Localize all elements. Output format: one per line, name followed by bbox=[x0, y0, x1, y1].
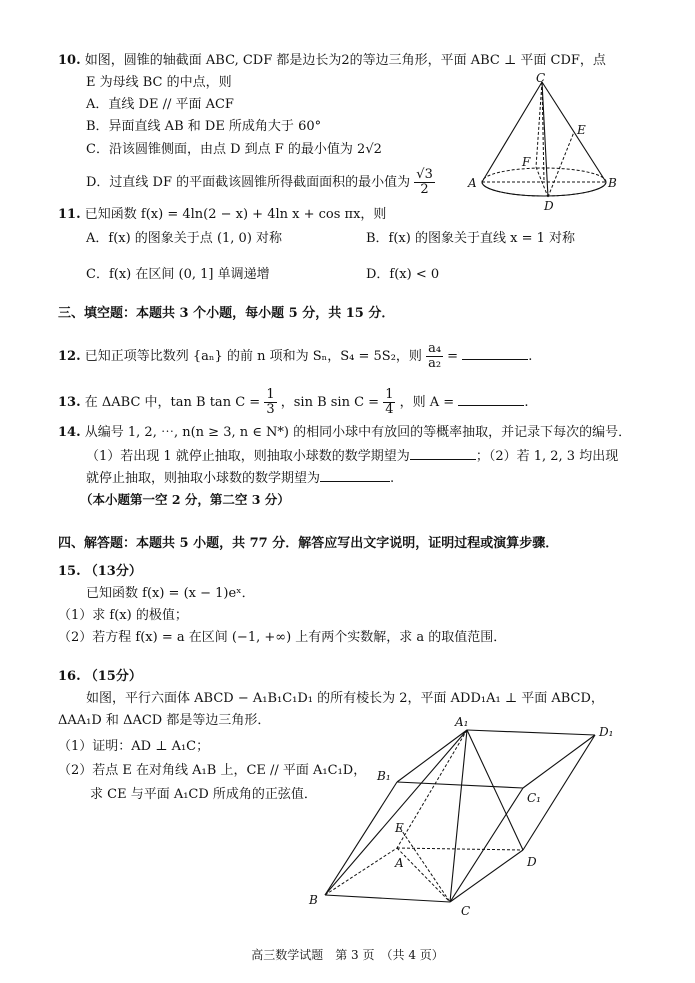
q15-header bbox=[58, 563, 142, 581]
q15-stem: 已知函数 f(x) = (x − 1)eˣ． bbox=[86, 586, 255, 601]
fig-label-c1: C₁ bbox=[527, 791, 541, 805]
q10-option-d-text: D．过直线 DF 的平面截该圆锥所得截面面积的最小值为 bbox=[86, 175, 411, 190]
q12-end: . bbox=[528, 349, 533, 364]
q11-number: 11. bbox=[58, 207, 81, 222]
q16-header bbox=[58, 668, 142, 686]
q13-frac1-top: 1 bbox=[266, 387, 275, 402]
q14-part2-text: 就停止抽取，则抽取小球数的数学期望为 bbox=[86, 471, 321, 486]
q16-score: （15分） bbox=[84, 669, 142, 684]
q12-answer-blank[interactable] bbox=[462, 346, 528, 360]
q10-option-d bbox=[86, 168, 435, 197]
q12-number: 12. bbox=[58, 349, 81, 364]
q11-option-c: C．f(x) 在区间 (0, 1] 单调递增 bbox=[86, 267, 270, 282]
q16-part2b: 求 CE 与平面 A₁CD 所成角的正弦值． bbox=[90, 787, 317, 802]
q15-score: （13分） bbox=[84, 564, 142, 579]
cone-label-a: A bbox=[468, 176, 477, 190]
fig-label-d: D bbox=[527, 855, 537, 869]
q13-stem-3: ，则 A = bbox=[399, 395, 455, 410]
section-3-heading: 三、填空题：本题共 3 个小题，每小题 5 分，共 15 分． bbox=[58, 306, 395, 321]
fig-label-b1: B₁ bbox=[377, 769, 391, 783]
q10-option-d-fraction bbox=[414, 168, 435, 197]
cone-label-c: C bbox=[536, 71, 546, 85]
fig-label-c: C bbox=[461, 904, 471, 918]
fig-label-d1: D₁ bbox=[599, 725, 614, 739]
cone-label-f: F bbox=[522, 155, 531, 169]
q16-part1: （1）证明：AD ⊥ A₁C； bbox=[58, 739, 210, 754]
q14-blank-2[interactable] bbox=[320, 468, 390, 482]
q12-stem: 已知正项等比数列 {aₙ} 的前 n 项和为 Sₙ，S₄ = 5S₂，则 bbox=[84, 349, 422, 364]
q12-frac-top: a₄ bbox=[428, 341, 442, 356]
q10-number: 10. bbox=[58, 53, 81, 68]
q10-stem-2: E 为母线 BC 的中点，则 bbox=[86, 75, 232, 90]
fig-label-a1: A₁ bbox=[455, 715, 469, 729]
fig-label-e: E bbox=[395, 821, 404, 835]
q12-frac-bottom: a₂ bbox=[428, 356, 442, 371]
q14-line bbox=[58, 424, 631, 442]
fig-label-a: A bbox=[395, 856, 404, 870]
cone-label-b: B bbox=[608, 176, 617, 190]
q11-option-b: B．f(x) 的图象关于直线 x = 1 对称 bbox=[366, 231, 575, 246]
q13-stem-1: 在 ΔABC 中，tan B tan C = bbox=[84, 395, 261, 410]
q13-frac2-bottom: 4 bbox=[385, 402, 394, 417]
cone-label-e: E bbox=[577, 123, 586, 137]
q16-stem-1: 如图，平行六面体 ABCD − A₁B₁C₁D₁ 的所有棱长为 2，平面 ADD₁A₁ ⊥ 平面 ABCD， bbox=[86, 691, 604, 706]
q14-blank-1[interactable] bbox=[410, 446, 476, 460]
page-footer: 高三数学试题 第 3 页 （共 4 页） bbox=[251, 948, 444, 962]
q14-note: （本小题第一空 2 分，第二空 3 分） bbox=[80, 492, 290, 507]
q11-line bbox=[58, 206, 386, 224]
q14-stem: 从编号 1, 2, ⋯, n(n ≥ 3, n ∈ N*) 的相同小球中有放回的等概率抽取，并记录下每次的编号． bbox=[84, 425, 632, 440]
section-4-heading: 四、解答题：本题共 5 小题，共 77 分．解答应写出文字说明，证明过程或演算步骤． bbox=[58, 536, 559, 551]
q10-line1 bbox=[58, 52, 606, 70]
q13-answer-blank[interactable] bbox=[458, 392, 524, 406]
q13-frac2-top: 1 bbox=[385, 387, 394, 402]
q15-number: 15. bbox=[58, 564, 81, 579]
cone-label-d: D bbox=[544, 199, 554, 213]
q13-end: . bbox=[524, 395, 529, 410]
q10-option-c: C．沿该圆锥侧面，由点 D 到点 F 的最小值为 2√2 bbox=[86, 142, 382, 157]
q12-line bbox=[58, 342, 532, 371]
q11-option-d: D．f(x) < 0 bbox=[366, 267, 440, 282]
q10-option-a: A．直线 DE // 平面 ACF bbox=[86, 97, 234, 112]
q13-fraction-2 bbox=[383, 388, 395, 417]
q13-line bbox=[58, 388, 528, 417]
q13-frac1-bottom: 3 bbox=[266, 402, 275, 417]
q10-option-b: B．异面直线 AB 和 DE 所成角大于 60° bbox=[86, 119, 322, 134]
q15-part2: （2）若方程 f(x) = a 在区间 (−1, +∞) 上有两个实数解，求 a 的取值范围． bbox=[58, 630, 507, 645]
q12-fraction bbox=[426, 342, 443, 371]
q16-number: 16. bbox=[58, 669, 81, 684]
q14-part2 bbox=[86, 468, 394, 488]
q11-option-a: A．f(x) 的图象关于点 (1, 0) 对称 bbox=[86, 231, 283, 246]
q13-fraction-1 bbox=[264, 388, 276, 417]
q10-frac-top: √3 bbox=[416, 167, 433, 182]
q14-number: 14. bbox=[58, 425, 81, 440]
q16-stem-2: ΔAA₁D 和 ΔACD 都是等边三角形． bbox=[58, 713, 271, 728]
q11-stem: 已知函数 f(x) = 4ln(2 − x) + 4ln x + cos πx，则 bbox=[84, 207, 387, 222]
q14-part1 bbox=[86, 446, 618, 466]
cone-figure bbox=[462, 70, 622, 215]
q14-part2-end: . bbox=[390, 471, 395, 486]
q13-stem-2: ，sin B sin C = bbox=[280, 395, 380, 410]
q10-stem-1: 如图，圆锥的轴截面 ABC, CDF 都是边长为2的等边三角形，平面 ABC ⊥ 平面 CDF，点 bbox=[84, 53, 606, 68]
q16-part2: （2）若点 E 在对角线 A₁B 上，CE // 平面 A₁C₁D， bbox=[58, 763, 367, 778]
q10-frac-bottom: 2 bbox=[420, 182, 429, 197]
q14-part2-start: ；（2）若 1, 2, 3 均出现 bbox=[475, 449, 619, 464]
q14-part1-text: （1）若出现 1 就停止抽取，则抽取小球数的数学期望为 bbox=[86, 449, 410, 464]
parallelepiped-figure bbox=[305, 710, 625, 920]
q15-part1: （1）求 f(x) 的极值； bbox=[58, 608, 188, 623]
q13-number: 13. bbox=[58, 395, 81, 410]
q12-equals: = bbox=[447, 349, 459, 364]
fig-label-b: B bbox=[309, 893, 318, 907]
